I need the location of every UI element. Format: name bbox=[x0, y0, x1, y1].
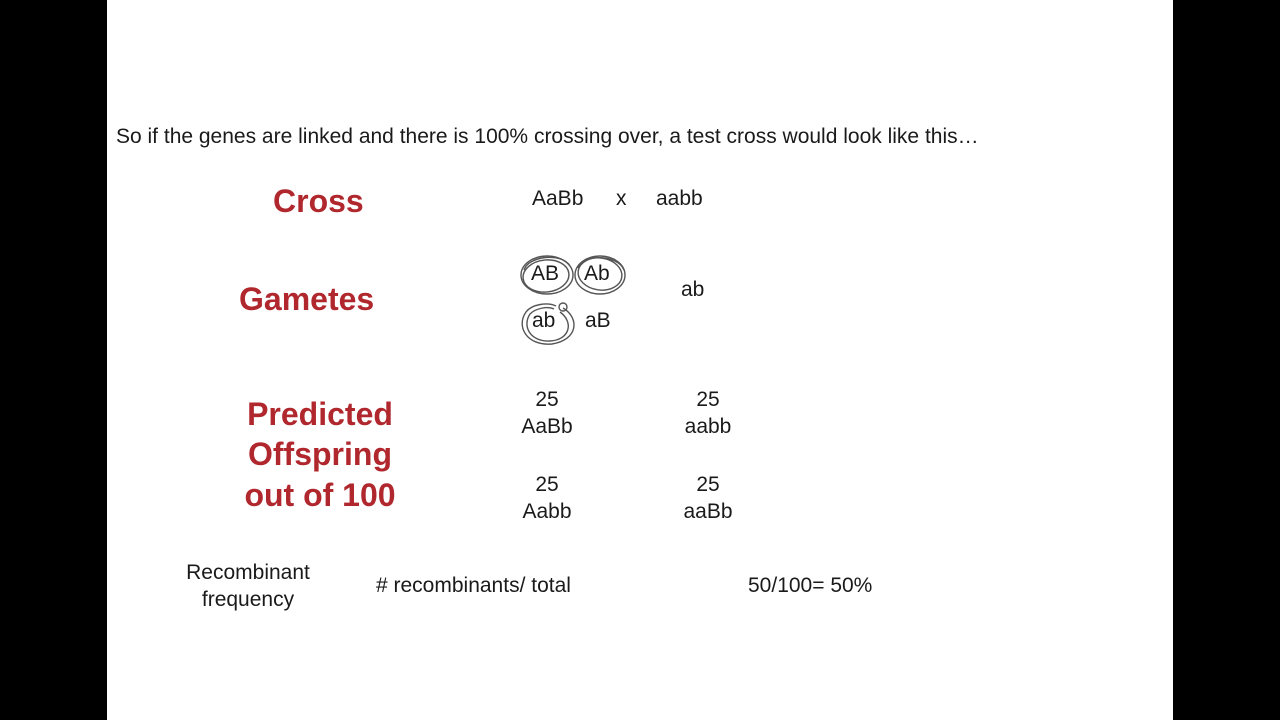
offspring-heading-line-1: Predicted bbox=[247, 396, 393, 432]
cross-parent1: AaBb bbox=[532, 187, 584, 210]
offspring-genotype-3: Aabb bbox=[522, 500, 572, 523]
gamete-parent1-3: ab bbox=[532, 309, 556, 332]
recombinant-label-line-1: Recombinant bbox=[186, 561, 310, 584]
gametes-heading: Gametes bbox=[239, 281, 375, 317]
gamete-parent2: ab bbox=[681, 278, 705, 301]
recombinant-label-line-2: frequency bbox=[201, 588, 295, 611]
offspring-count-2: 25 bbox=[696, 388, 720, 411]
gamete-parent1-1: AB bbox=[531, 262, 560, 285]
offspring-heading-line-2: Offspring bbox=[248, 436, 392, 472]
offspring-count-3: 25 bbox=[535, 473, 559, 496]
gamete-parent1-4: aB bbox=[585, 309, 611, 332]
recombinant-result: 50/100= 50% bbox=[748, 574, 873, 597]
offspring-count-1: 25 bbox=[535, 388, 559, 411]
offspring-genotype-1: AaBb bbox=[521, 415, 573, 438]
offspring-heading-line-3: out of 100 bbox=[244, 477, 396, 513]
offspring-genotype-4: aaBb bbox=[683, 500, 733, 523]
cross-times-sign: x bbox=[616, 187, 627, 210]
cross-parent2: aabb bbox=[656, 187, 703, 210]
cross-heading: Cross bbox=[273, 183, 364, 219]
gamete-parent1-2: Ab bbox=[584, 262, 610, 285]
intro-text: So if the genes are linked and there is 100% crossing over, a test cross would look like this… bbox=[116, 125, 979, 148]
recombinant-formula: # recombinants/ total bbox=[376, 574, 571, 597]
offspring-genotype-2: aabb bbox=[684, 415, 732, 438]
slide bbox=[107, 0, 1173, 720]
offspring-count-4: 25 bbox=[696, 473, 720, 496]
